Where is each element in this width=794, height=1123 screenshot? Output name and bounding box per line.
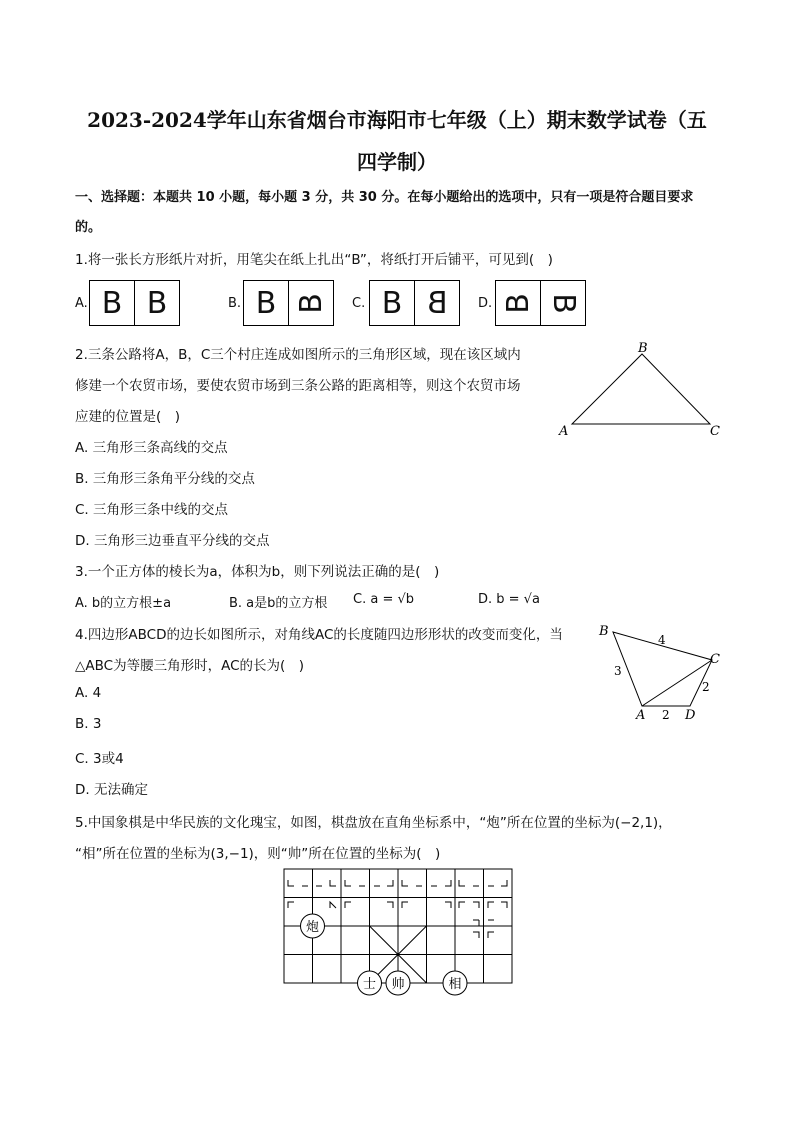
q3-stem: 3.一个正方体的棱长为a，体积为b，则下列说法正确的是( )	[75, 564, 440, 580]
q5-piece-xiang	[443, 971, 467, 995]
q1-option-b-label: B.	[228, 296, 242, 311]
q1-a-right-letter: B	[134, 281, 179, 325]
q2-label-b: B	[638, 341, 648, 356]
q2-option-b: B. 三角形三条角平分线的交点	[75, 471, 255, 487]
q4-label-d: D	[685, 708, 696, 723]
q3-option-c: C. a = √b	[353, 592, 415, 607]
q4-length-cd: 2	[702, 680, 710, 694]
q5-pao-label: 炮	[305, 920, 320, 935]
q1-stem: 1.将一张长方形纸片对折，用笔尖在纸上扎出“B”，将纸打开后铺平，可见到( )	[75, 252, 553, 268]
page-title-line1: 2023-2024学年山东省烟台市海阳市七年级（上）期末数学试卷（五	[87, 108, 707, 132]
q1-b-right-letter: B	[293, 292, 329, 314]
q4-length-ab: 3	[614, 664, 622, 678]
page-title-line2: 四学制）	[357, 150, 437, 174]
q5-stem-line2: “相”所在位置的坐标为(3,−1)，则“帅”所在位置的坐标为( )	[75, 846, 441, 862]
q1-c-left-letter: B	[381, 285, 403, 321]
q5-shuai-label: 帅	[391, 977, 405, 992]
q1-option-d-label: D.	[478, 296, 493, 311]
q4-label-a: A	[636, 708, 646, 723]
q1-d-right-letter: B	[545, 292, 581, 314]
q4-length-ad: 2	[662, 708, 670, 722]
q5-xiang-label: 相	[448, 977, 462, 992]
q2-option-c: C. 三角形三条中线的交点	[75, 502, 229, 518]
q5-piece-shuai	[386, 971, 410, 995]
q3-option-b: B. a是b的立方根	[229, 596, 328, 611]
q5-chessboard-figure	[278, 866, 518, 998]
q1-option-d-figure	[495, 280, 586, 326]
q4-quadrilateral-figure	[592, 618, 732, 728]
q2-label-c: C	[710, 424, 720, 439]
q4-option-b: B. 3	[75, 716, 102, 732]
q2-option-a: A. 三角形三条高线的交点	[75, 440, 228, 456]
q1-c-right-letter: B	[426, 285, 448, 321]
q5-stem-line1: 5.中国象棋是中华民族的文化瑰宝，如图，棋盘放在直角坐标系中，“炮”所在位置的坐标为(−2,1)，	[75, 815, 672, 831]
q4-option-d: D. 无法确定	[75, 782, 148, 798]
q5-shi-label: 士	[362, 977, 377, 992]
q1-b-left-letter: B	[255, 285, 277, 321]
section-header-line2: 的。	[75, 220, 102, 235]
q5-piece-shi	[358, 971, 382, 995]
q4-option-a: A. 4	[75, 685, 102, 701]
q2-stem-line2: 修建一个农贸市场，要使农贸市场到三条公路的距离相等，则这个农贸市场	[75, 378, 521, 394]
q2-triangle-figure	[550, 336, 730, 441]
q2-triangle	[572, 354, 710, 424]
q4-length-bc: 4	[658, 633, 666, 647]
q5-piece-pao	[301, 914, 325, 938]
q2-label-a: A	[559, 424, 569, 439]
q1-option-a-label: A.	[75, 296, 88, 311]
q4-label-c: C	[710, 652, 720, 667]
q1-option-c-figure	[369, 280, 460, 326]
section-header-line1: 一、选择题：本题共 10 小题，每小题 3 分，共 30 分。在每小题给出的选项中，只有一项是符合题目要求	[75, 190, 694, 205]
q4-label-b: B	[599, 624, 609, 639]
q4-option-c: C. 3或4	[75, 751, 124, 767]
q1-option-c-label: C.	[352, 296, 366, 311]
q1-d-left-letter: B	[500, 292, 536, 314]
q2-stem-line3: 应建的位置是( )	[75, 409, 181, 425]
q2-stem-line1: 2.三条公路将A，B，C三个村庄连成如图所示的三角形区域，现在该区域内	[75, 347, 521, 363]
q2-option-d: D. 三角形三边垂直平分线的交点	[75, 533, 270, 549]
q1-a-left-letter: B	[101, 285, 123, 321]
q4-stem-line1: 4.四边形ABCD的边长如图所示，对角线AC的长度随四边形形状的改变而变化，当	[75, 627, 563, 643]
q1-option-a-figure	[89, 280, 180, 326]
q3-option-a: A. b的立方根±a	[75, 596, 172, 611]
q4-stem-line2: △ABC为等腰三角形时，AC的长为( )	[75, 658, 305, 674]
q1-option-b-figure	[243, 280, 334, 326]
q3-option-d: D. b = √a	[478, 592, 540, 607]
